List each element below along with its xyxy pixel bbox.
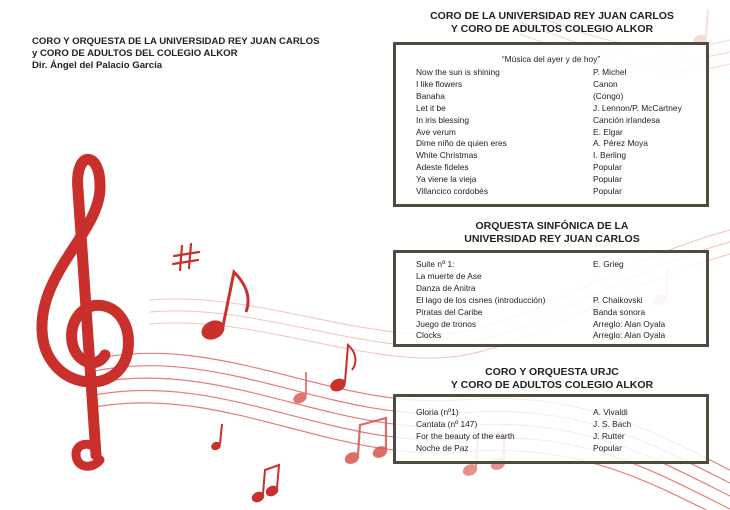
program-item: Adeste fideles Popular (416, 162, 622, 173)
section-title-orquesta: ORQUESTA SINFÓNICA DE LA UNIVERSIDAD REY JUAN CARLOS (464, 220, 640, 245)
program-item: Dime niño de quien eres A. Pérez Moya (416, 138, 648, 149)
program-list (396, 67, 706, 198)
program-item: Villancico cordobés Popular (416, 186, 622, 197)
program-item: In iris blessing Canción irlandesa (416, 114, 661, 125)
section-title-coro: CORO DE LA UNIVERSIDAD REY JUAN CARLOS Y CORO DE ADULTOS COLEGIO ALKOR (430, 10, 674, 35)
section-title-coro-orquesta: CORO Y ORQUESTA URJC Y CORO DE ADULTOS COLEGIO ALKOR (450, 366, 654, 391)
sharp-icon (173, 244, 199, 270)
small-note-icon (328, 345, 355, 394)
program-box-orquesta (393, 250, 709, 347)
program-item: Now the sun is shining P. Michel (416, 67, 627, 77)
header-line-1: CORO Y ORQUESTA DE LA UNIVERSIDAD REY JUAN CARLOS (32, 36, 320, 47)
director-line: Dir. Ángel del Palacio García (32, 60, 163, 71)
program-item: Clocks Arreglo: Alan Oyala (416, 330, 666, 341)
program-item: Piratas del Caribe Banda sonora (416, 306, 646, 317)
program-item: For the beauty of the earth J. Rutter (416, 430, 625, 441)
program-item: Cantata (nº 147) J. S. Bach (416, 418, 632, 429)
header-line-2: y CORO DE ADULTOS DEL COLEGIO ALKOR (32, 48, 238, 59)
program-item: White Christmas I. Berling (416, 150, 627, 161)
program-list (396, 397, 706, 455)
eighth-note-icon (198, 272, 248, 343)
program-box-coro (393, 42, 709, 207)
program-box-coro-orquesta (393, 394, 709, 464)
program-item: El lago de los cisnes (introducción) P. Chaikovski (416, 294, 643, 305)
treble-clef-icon (42, 159, 129, 466)
program-item: Suite nº 1: E. Grieg (416, 259, 624, 269)
program-subtitle: “Música del ayer y de hoy” (501, 54, 601, 64)
program-item: Juego de tronos Arreglo: Alan Oyala (416, 318, 666, 329)
program-item: La muerte de Ase (416, 270, 482, 281)
program-item: Noche de Paz Popular (416, 442, 622, 453)
quarter-note-icon (210, 424, 222, 452)
beamed-notes-icon (251, 465, 280, 504)
program-item: Banaha (Congo) (416, 90, 624, 101)
program-item: I like flowers Canon (416, 78, 618, 89)
program-item: Danza de Anitra (416, 282, 476, 293)
program-list (396, 253, 706, 342)
beamed-notes-icon (344, 418, 389, 465)
program-item: Let it be J. Lennon/P. McCartney (416, 102, 682, 113)
program-item: Ave verum E. Elgar (416, 126, 623, 137)
concert-header (32, 36, 362, 72)
program-item: Ya viene la vieja Popular (416, 174, 622, 185)
program-item: Gloria (nº1) A. Vivaldi (416, 407, 628, 417)
